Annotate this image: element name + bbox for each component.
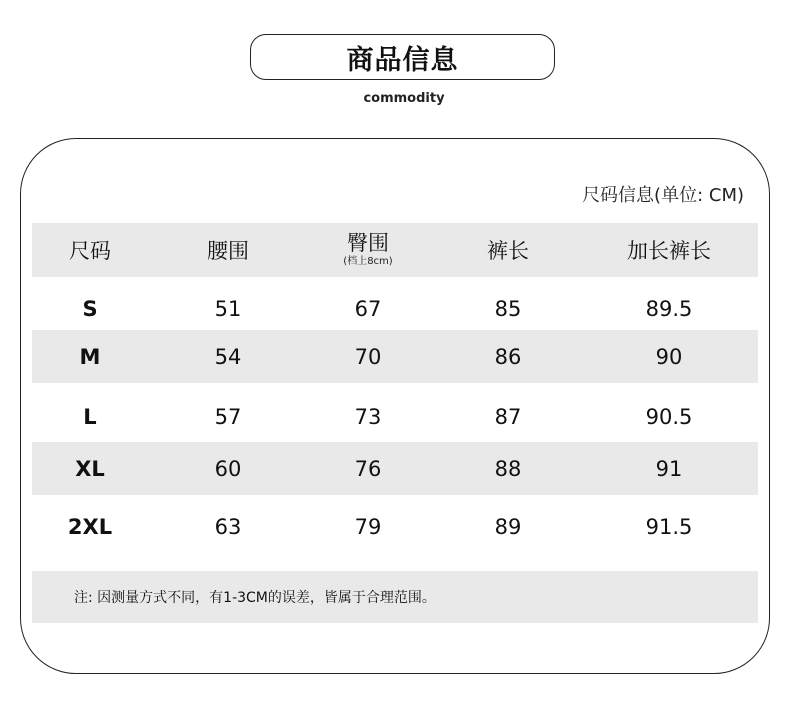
table-row: [32, 390, 758, 444]
extended-length-cell: 91: [655, 456, 683, 481]
extended-length-cell: 91.5: [645, 515, 693, 539]
waist-cell: 60: [214, 456, 242, 481]
column-header-hip-note: (档上8cm): [343, 256, 393, 267]
column-header-extended-length: 加长裤长: [627, 239, 711, 263]
table-header-row: [32, 223, 758, 277]
size-cell: L: [83, 405, 97, 429]
length-cell: 85: [494, 297, 522, 321]
length-cell: 88: [494, 456, 522, 481]
size-cell: S: [82, 297, 98, 321]
extended-length-cell: 90: [655, 344, 683, 369]
page-title-text: 商品信息: [346, 44, 459, 76]
waist-cell: 63: [214, 515, 242, 539]
column-header-hip-label: 臀围: [347, 231, 389, 255]
length-cell: 87: [494, 405, 522, 429]
hip-cell: 70: [354, 344, 382, 369]
hip-cell: 73: [354, 405, 382, 429]
length-cell: 86: [494, 344, 522, 369]
column-header-waist: 腰围: [207, 239, 249, 263]
size-cell: 2XL: [67, 515, 113, 539]
table-row: [32, 500, 758, 554]
column-header-length: 裤长: [487, 239, 529, 263]
extended-length-cell: 89.5: [645, 297, 693, 321]
page-subtitle: commodity: [363, 91, 445, 106]
waist-cell: 51: [214, 297, 242, 321]
size-cell: XL: [75, 456, 105, 481]
page-title: [250, 34, 555, 80]
waist-cell: 54: [214, 344, 242, 369]
table-row: [32, 330, 758, 383]
length-cell: 89: [494, 515, 522, 539]
column-header-hip: [343, 233, 392, 267]
extended-length-cell: 90.5: [645, 405, 693, 429]
unit-note: 尺码信息(单位: CM): [582, 185, 744, 206]
hip-cell: 79: [354, 515, 382, 539]
hip-cell: 67: [354, 297, 382, 321]
size-cell: M: [79, 344, 101, 369]
table-row: [32, 283, 758, 335]
footnote-text: 注: 因测量方式不同，有1-3CM的误差，皆属于合理范围。: [74, 590, 436, 606]
column-header-size: 尺码: [69, 239, 111, 263]
measurement-footnote: [32, 571, 758, 623]
waist-cell: 57: [214, 405, 242, 429]
hip-cell: 76: [354, 456, 382, 481]
table-row: [32, 442, 758, 495]
